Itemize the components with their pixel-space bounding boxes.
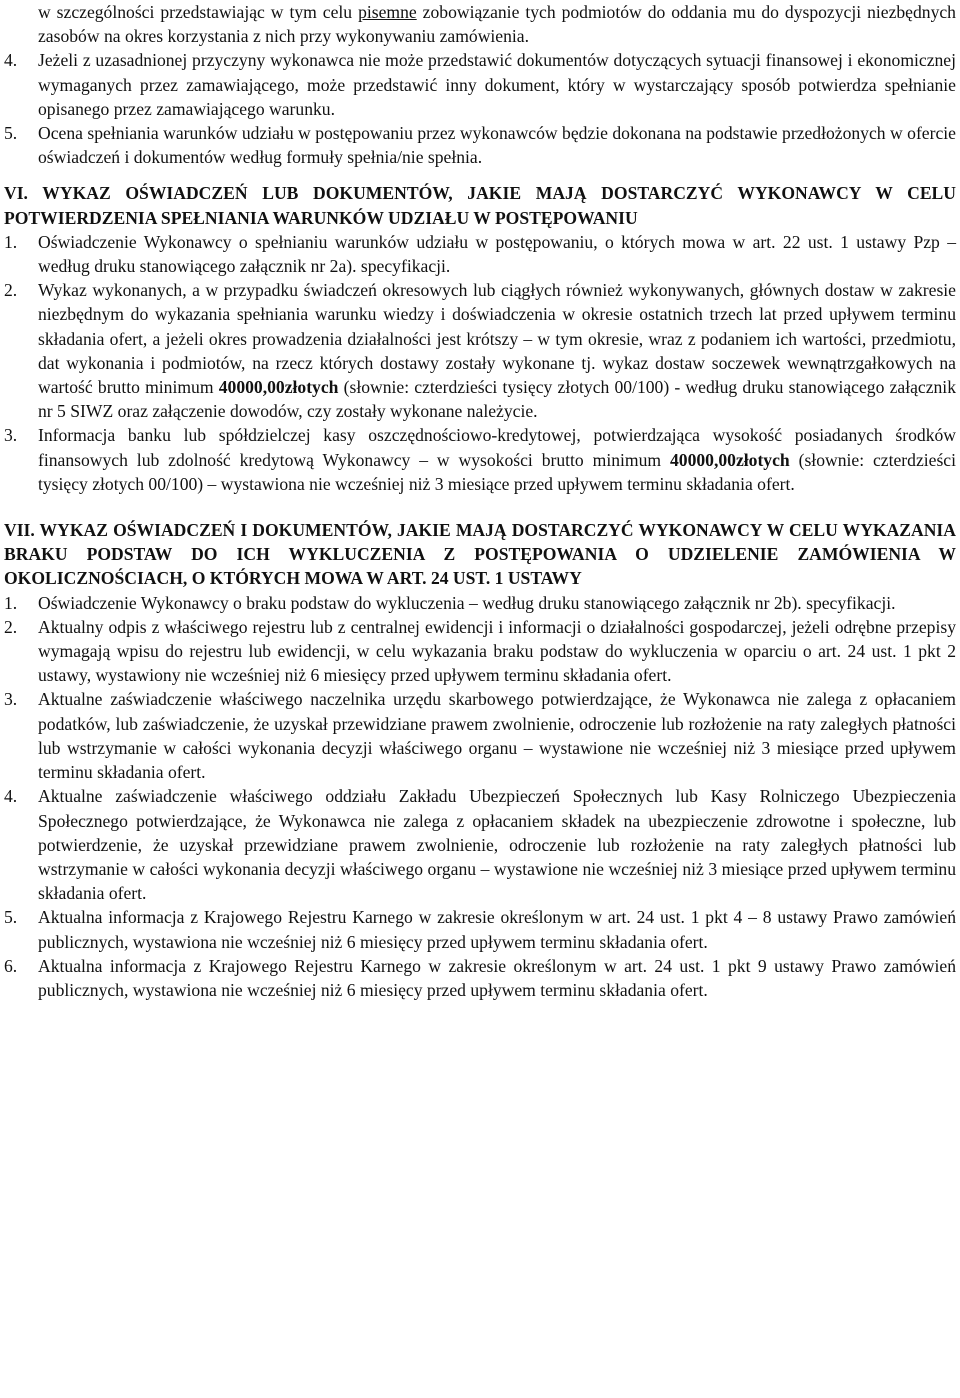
intro-text-end: zobowiązanie tych podmiotów do oddania mu do dyspozycji niezbędnych zasobów na okres korzystania z nich przy wykonywaniu zamówienia. (38, 2, 956, 47)
item-number: 4. (4, 50, 18, 71)
spacer (4, 169, 956, 181)
item-number: 2. (4, 280, 18, 301)
item-number: 3. (4, 689, 18, 710)
spacer (4, 496, 956, 518)
list-item (4, 278, 956, 423)
list-item (4, 121, 956, 169)
amount-bold: 40000,00złotych (669, 449, 790, 470)
item-number: 2. (4, 616, 18, 637)
item-number: 5. (4, 907, 18, 928)
item-text: Aktualny odpis z właściwego rejestru lub z centralnej ewidencji i informacji o działalności gospodarczej, jeżeli odrębne przepisy wymagają wpisu do rejestru lub ewidencji, w celu wykazania braku podstaw do wykluczenia w oparciu o art. 24 ust. 1 pkt 2 ustawy, wystawiony nie wcześniej niż 6 miesięcy przed upływem terminu składania ofert. (38, 616, 956, 686)
list-item (4, 954, 956, 1002)
intro-paragraph (4, 0, 956, 48)
item-text: Ocena spełniania warunków udziału w postępowaniu przez wykonawców będzie dokonana na podstawie przedłożonych w ofercie oświadczeń i dokumentów według formuły spełnia/nie spełnia. (38, 123, 956, 168)
item-text: Jeżeli z uzasadnionej przyczyny wykonawca nie może przedstawić dokumentów dotyczących sytuacji finansowej i ekonomicznej wymaganych przez zamawiającego, może przedstawić inny dokument, który w wystarczający sposób potwierdza spełnianie opisanego przez zamawiającego warunku. (38, 50, 956, 119)
intro-text: w szczególności przedstawiając w tym celu (38, 2, 359, 22)
item-number: 5. (4, 123, 18, 144)
item-text: Aktualne zaświadczenie właściwego oddziału Zakładu Ubezpieczeń Społecznych lub Kasy Rolniczego Ubezpieczenia Społecznego potwierdzające, że Wykonawca nie zalega z opłacaniem składek na ubezpieczenie zdrowotne i społeczne, lub potwierdzenie, że uzyskał przewidziane prawem zwolnienie, odroczenie lub rozłożenie na raty zaległych płatności lub wstrzymanie w całości wykonania decyzji właściwego organu – wystawione nie wcześniej niż 3 miesiące przed upływem terminu składania ofert. (38, 786, 956, 904)
item-number: 1. (4, 231, 18, 252)
list-item (4, 423, 956, 496)
item-text-part: Wykaz wykonanych, a w przypadku świadczeń okresowych lub ciągłych również wykonywanych, głównych dostaw w zakresie niezbędnym do wykazania spełniania warunku wiedzy i doświadczenia w okresie ostatnich trzech lat przed upływem terminu składania ofert, a jeżeli okres prowadzenia działalności jest krótszy – w tym okresie, wraz z podaniem ich wartości, przedmiotu, dat wykonania i podmiotów, na rzecz których dostawy zostały wykonane tj. wykaz dostaw soczewek wewnątrzgałkowych na wartość brutto minimum (38, 280, 956, 398)
section-heading-vii: VII. WYKAZ OŚWIADCZEŃ I DOKUMENTÓW, JAKIE MAJĄ DOSTARCZYĆ WYKONAWCY W CELU WYKAZANIA BRAKU PODSTAW DO ICH WYKLUCZENIA Z POSTĘPOWANIA O UDZIELENIE ZAMÓWIENIA W OKOLICZNOŚCIACH, O KTÓRYCH MOWA W ART. 24 UST. 1 USTAWY (4, 520, 956, 589)
item-text: Oświadczenie Wykonawcy o braku podstaw do wykluczenia – według druku stanowiącego załącznik nr 2b). specyfikacji. (38, 592, 896, 613)
list-item (4, 615, 956, 688)
list-item (4, 591, 956, 615)
item-number: 1. (4, 592, 18, 613)
amount-bold: 40000,00złotych (218, 377, 339, 398)
section-heading-vi: VI. WYKAZ OŚWIADCZEŃ LUB DOKUMENTÓW, JAKIE MAJĄ DOSTARCZYĆ WYKONAWCY W CELU POTWIERDZENIA SPEŁNIANIA WARUNKÓW UDZIAŁU W POSTĘPOWANIU (4, 183, 956, 228)
item-text: Aktualna informacja z Krajowego Rejestru Karnego w zakresie określonym w art. 24 ust. 1 pkt 9 ustawy Prawo zamówień publicznych, wystawiona nie wcześniej niż 6 miesięcy przed upływem terminu składania ofert. (38, 955, 956, 1000)
list-item (4, 48, 956, 121)
intro-underlined-word: pisemne (358, 2, 417, 22)
item-text: Oświadczenie Wykonawcy o spełnianiu warunków udziału w postępowaniu, o których mowa w art. 22 ust. 1 ustawy Pzp – według druku stanowiącego załącznik nr 2a). specyfikacji. (38, 231, 956, 277)
item-number: 3. (4, 425, 18, 446)
list-item (4, 784, 956, 905)
item-text: Aktualne zaświadczenie właściwego naczelnika urzędu skarbowego potwierdzające, że Wykonawca nie zalega z opłacaniem podatków, lub zaświadczenie, że uzyskał przewidziane prawem zwolnienie, odroczenie lub rozłożenie na raty zaległych płatności lub wstrzymanie w całości wykonania decyzji właściwego organu – wystawione nie wcześniej niż 3 miesiące przed upływem terminu składania ofert. (38, 689, 956, 783)
list-item (4, 230, 956, 278)
item-text (38, 278, 956, 423)
item-text: Aktualna informacja z Krajowego Rejestru Karnego w zakresie określonym w art. 24 ust. 1 pkt 4 – 8 ustawy Prawo zamówień publicznych, wystawiona nie wcześniej niż 6 miesięcy przed upływem terminu składania ofert. (38, 907, 956, 952)
item-number: 4. (4, 786, 18, 807)
item-text-part: (słownie: czterdzieści tysięcy złotych 00/100) - według druku stanowiącego załącznik nr 5 SIWZ oraz załączenie dowodów, czy zostały wykonane należycie. (38, 377, 956, 422)
list-item (4, 687, 956, 784)
item-text-part: (słownie: czterdzieści tysięcy złotych 00/100) – wystawiona nie wcześniej niż 3 miesiące przed upływem terminu składania ofert. (38, 449, 957, 494)
item-text-part: Informacja banku lub spółdzielczej kasy oszczędnościowo-kredytowej, potwierdzająca wysokość posiadanych środków finansowych lub zdolność kredytową Wykonawcy – w wysokości brutto minimum (38, 425, 956, 470)
list-item (4, 905, 956, 953)
item-text (38, 423, 956, 496)
item-number: 6. (4, 955, 18, 976)
